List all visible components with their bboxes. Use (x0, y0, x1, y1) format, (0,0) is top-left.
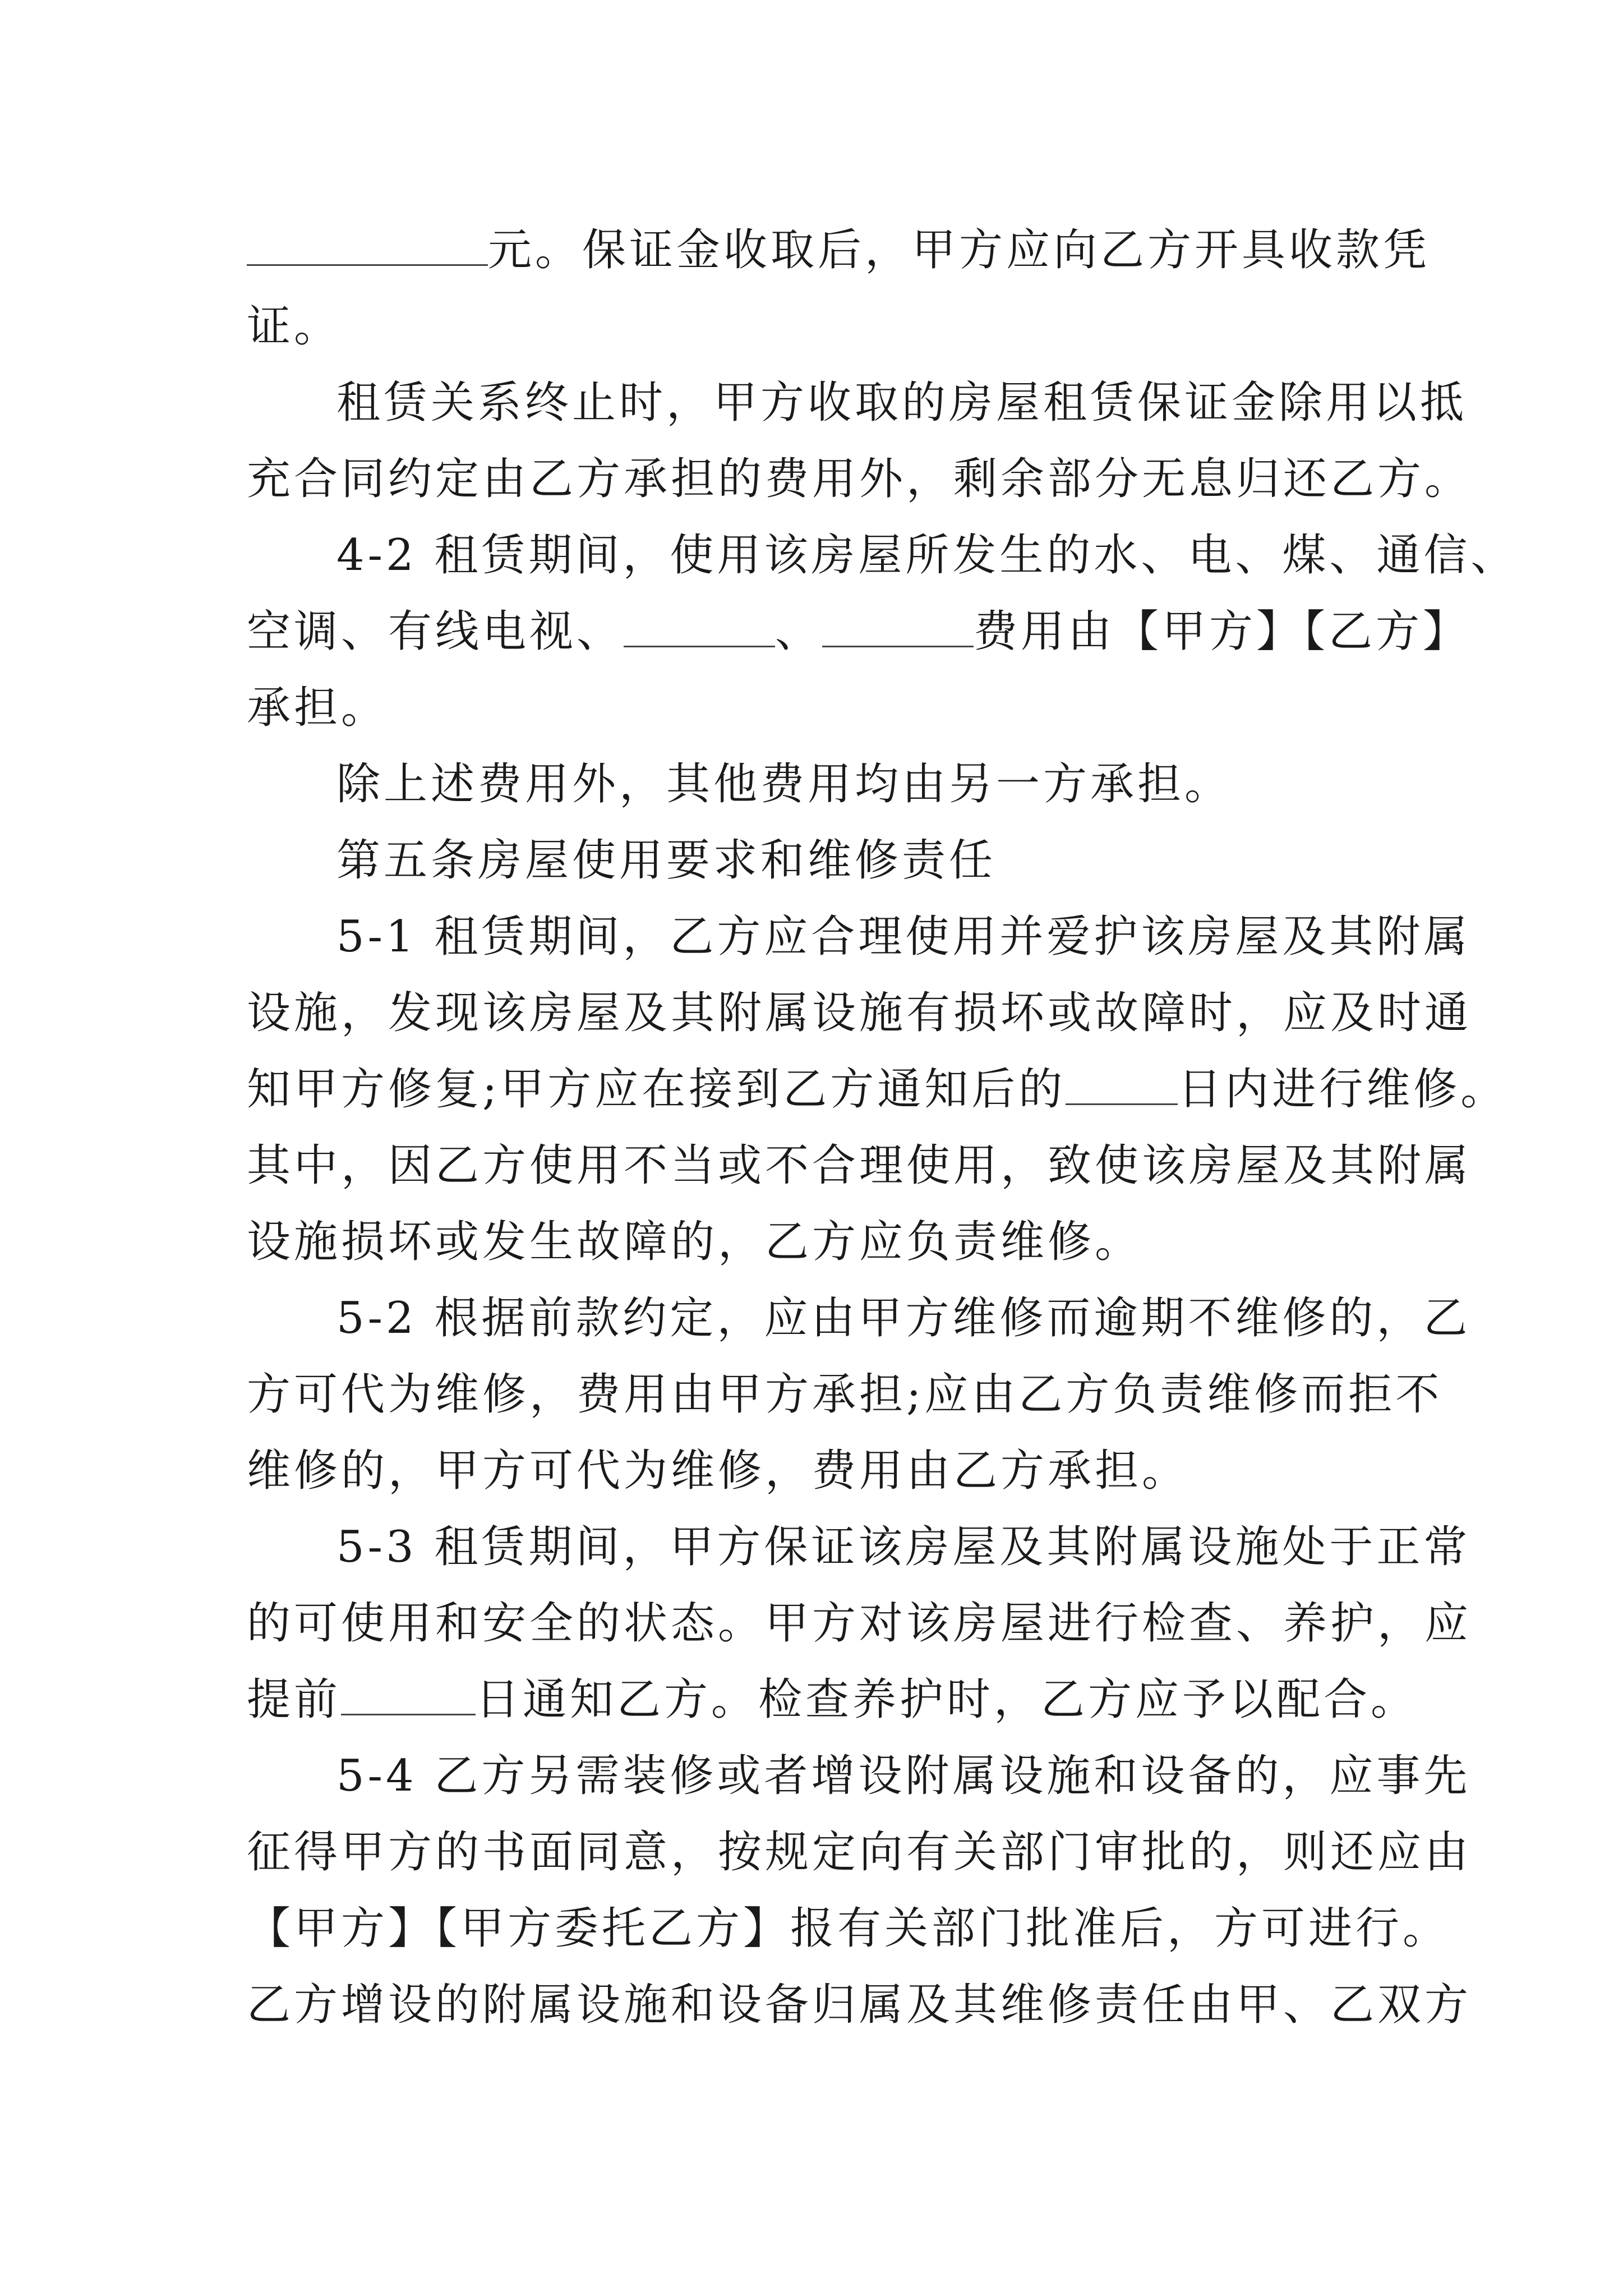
text-segment: 提前 (247, 1674, 342, 1725)
text-line (247, 1662, 1418, 1738)
paragraph-start: 租赁关系终止时，甲方收取的房屋租赁保证金除用以抵 (336, 378, 1468, 428)
text-segment: 知甲方修复;甲方应在接到乙方通知后的 (247, 1064, 1066, 1115)
fill-blank (822, 612, 974, 647)
text-line (247, 212, 1431, 288)
text-line: 方可代为维修，费用由甲方承担;应由乙方负责维修而拒不 (247, 1369, 1443, 1420)
clause-5-1: 5-1 租赁期间，乙方应合理使用并爱护该房屋及其附属 (336, 912, 1471, 962)
fill-blank (1066, 1070, 1178, 1105)
text-line: 承担。 (247, 683, 389, 733)
text-segment: 元。保证金收取后，甲方应向乙方开具收款凭 (488, 225, 1431, 275)
text-segment: 、 (775, 606, 823, 657)
text-segment: 日内进行维修。 (1178, 1064, 1508, 1115)
text-line: 其中，因乙方使用不当或不合理使用，致使该房屋及其附属 (247, 1140, 1472, 1191)
text-line: 设施，发现该房屋及其附属设施有损坏或故障时，应及时通 (247, 988, 1472, 1038)
text-segment: 空调、有线电视、 (247, 606, 624, 657)
text-segment: 费用由【甲方】【乙方】 (974, 606, 1470, 657)
text-line: 征得甲方的书面同意，按规定向有关部门审批的，则还应由 (247, 1827, 1472, 1878)
paragraph-start: 除上述费用外，其他费用均由另一方承担。 (336, 759, 1232, 809)
clause-5-4: 5-4 乙方另需装修或者增设附属设施和设备的，应事先 (336, 1751, 1471, 1801)
fill-blank (247, 231, 488, 266)
fill-blank (624, 612, 775, 647)
fill-blank (341, 1680, 476, 1715)
text-line: 【甲方】【甲方委托乙方】报有关部门批准后，方可进行。 (247, 1903, 1450, 1954)
text-line: 证。 (247, 301, 342, 352)
text-line: 维修的，甲方可代为维修，费用由乙方承担。 (247, 1446, 1189, 1496)
text-line: 乙方增设的附属设施和设备归属及其维修责任由甲、乙双方 (247, 1980, 1472, 2030)
text-line (247, 593, 1470, 670)
text-line: 的可使用和安全的状态。甲方对该房屋进行检查、养护，应 (247, 1598, 1472, 1649)
clause-5-2: 5-2 根据前款约定，应由甲方维修而逾期不维修的，乙 (336, 1293, 1471, 1343)
text-line (247, 1051, 1508, 1128)
text-segment: 日通知乙方。检查养护时，乙方应予以配合。 (476, 1674, 1418, 1725)
document-page (247, 212, 1518, 2043)
section-heading: 第五条房屋使用要求和维修责任 (336, 835, 997, 886)
clause-5-3: 5-3 租赁期间，甲方保证该房屋及其附属设施处于正常 (336, 1522, 1471, 1572)
clause-4-2: 4-2 租赁期间，使用该房屋所发生的水、电、煤、通信、 (336, 530, 1518, 581)
text-line: 设施损坏或发生故障的，乙方应负责维修。 (247, 1217, 1142, 1267)
text-line: 充合同约定由乙方承担的费用外，剩余部分无息归还乙方。 (247, 454, 1472, 504)
